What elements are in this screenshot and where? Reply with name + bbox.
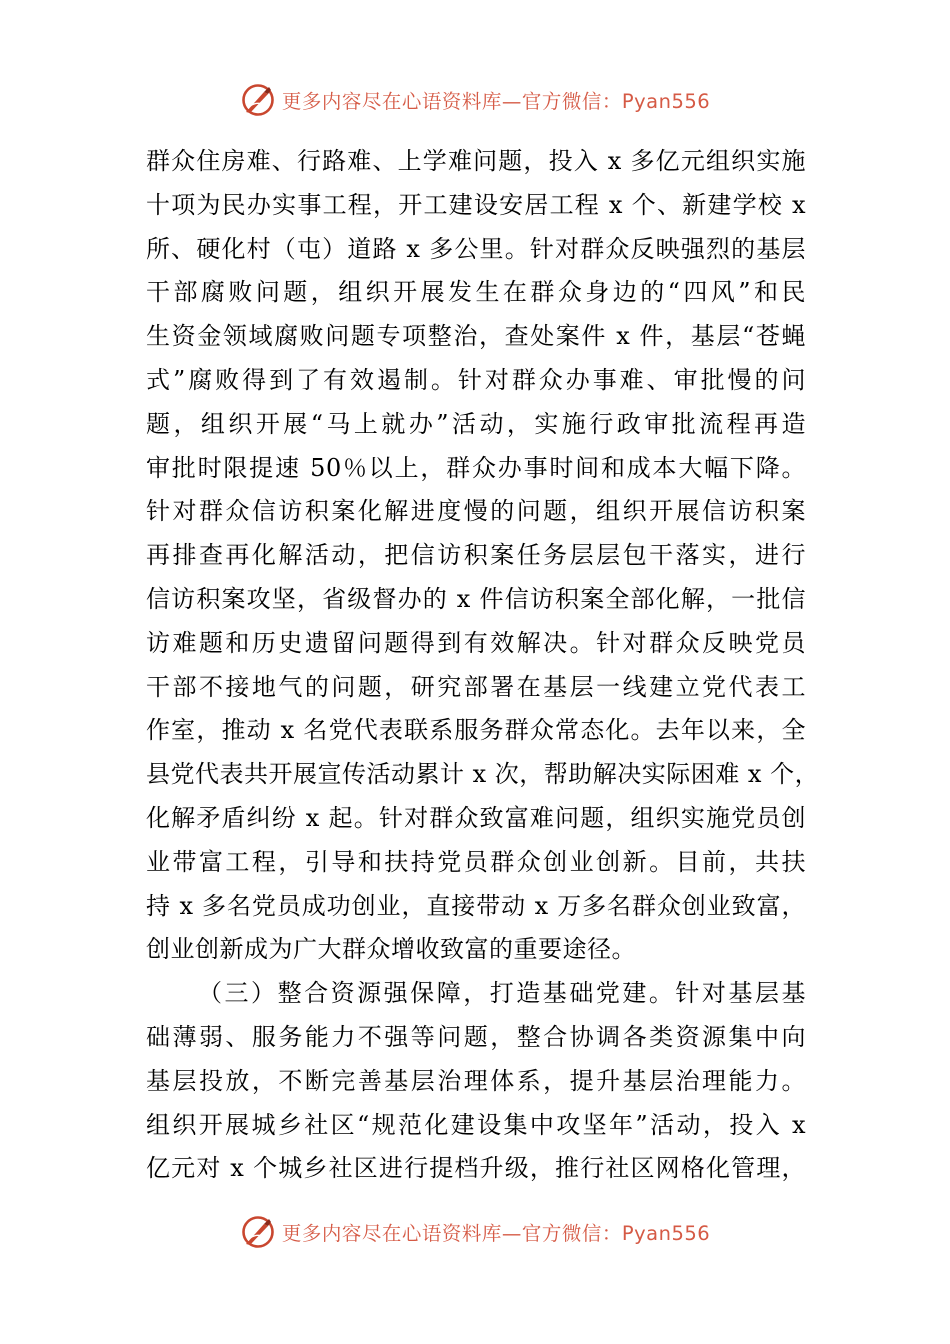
body-line: 再排查再化解活动，把信访积案任务层层包干落实，进行	[146, 541, 806, 570]
body-line: 审批时限提速 50％以上，群众办事时间和成本大幅下降。	[146, 453, 806, 482]
body-line: 持 x 多名党员成功创业，直接带动 x 万多名群众创业致富，	[146, 891, 806, 920]
body-line: 访难题和历史遗留问题得到有效解决。针对群众反映党员	[146, 628, 806, 657]
pen-circle-logo-icon	[240, 82, 276, 118]
watermark-label: 更多内容尽在心语资料库—官方微信：	[281, 90, 622, 113]
footer-watermark	[0, 1210, 950, 1254]
body-line: 础薄弱、服务能力不强等问题，整合协调各类资源集中向	[146, 1022, 806, 1051]
body-line: 信访积案攻坚，省级督办的 x 件信访积案全部化解，一批信	[146, 584, 806, 613]
body-line: 群众住房难、行路难、上学难问题，投入 x 多亿元组织实施	[146, 147, 806, 175]
body-line: 组织开展城乡社区“规范化建设集中攻坚年”活动，投入 x	[146, 1110, 806, 1139]
watermark-label: 更多内容尽在心语资料库—官方微信：	[281, 1222, 622, 1245]
body-line: 针对群众信访积案化解进度慢的问题，组织开展信访积案	[146, 497, 806, 526]
body-line: 化解矛盾纠纷 x 起。针对群众致富难问题，组织实施党员创	[146, 803, 806, 832]
body-line: 亿元对 x 个城乡社区进行提档升级，推行社区网格化管理，	[146, 1154, 806, 1183]
watermark-handle: Pyan556	[621, 1222, 711, 1245]
body-line: 基层投放，不断完善基层治理体系，提升基层治理能力。	[146, 1066, 806, 1095]
header-watermark	[0, 78, 950, 122]
body-line: 业带富工程，引导和扶持党员群众创业创新。目前，共扶	[146, 847, 806, 876]
body-line: 所、硬化村（屯）道路 x 多公里。针对群众反映强烈的基层	[146, 234, 806, 263]
body-line: 县党代表共开展宣传活动累计 x 次，帮助解决实际困难 x 个，	[146, 760, 820, 789]
document-body	[146, 140, 820, 1191]
body-line: 干部不接地气的问题，研究部署在基层一线建立党代表工	[146, 672, 806, 701]
body-line: 作室，推动 x 名党代表联系服务群众常态化。去年以来，全	[146, 716, 806, 745]
body-line: 生资金领域腐败问题专项整治，查处案件 x 件，基层“苍蝇	[146, 322, 806, 351]
pen-circle-logo-icon	[240, 1214, 276, 1250]
section-heading-line: （三）整合资源强保障，打造基础党建。针对基层基	[198, 979, 806, 1008]
body-line: 题，组织开展“马上就办”活动，实施行政审批流程再造	[146, 409, 806, 438]
body-line: 十项为民办实事工程，开工建设安居工程 x 个、新建学校 x	[146, 190, 806, 219]
body-line: 干部腐败问题，组织开展发生在群众身边的“四风”和民	[146, 278, 806, 307]
body-line: 式”腐败得到了有效遏制。针对群众办事难、审批慢的问	[146, 365, 806, 394]
watermark-handle: Pyan556	[621, 90, 711, 113]
watermark-text	[282, 1218, 710, 1246]
body-line: 创业创新成为广大群众增收致富的重要途径。	[146, 935, 636, 964]
watermark-text	[282, 86, 710, 114]
